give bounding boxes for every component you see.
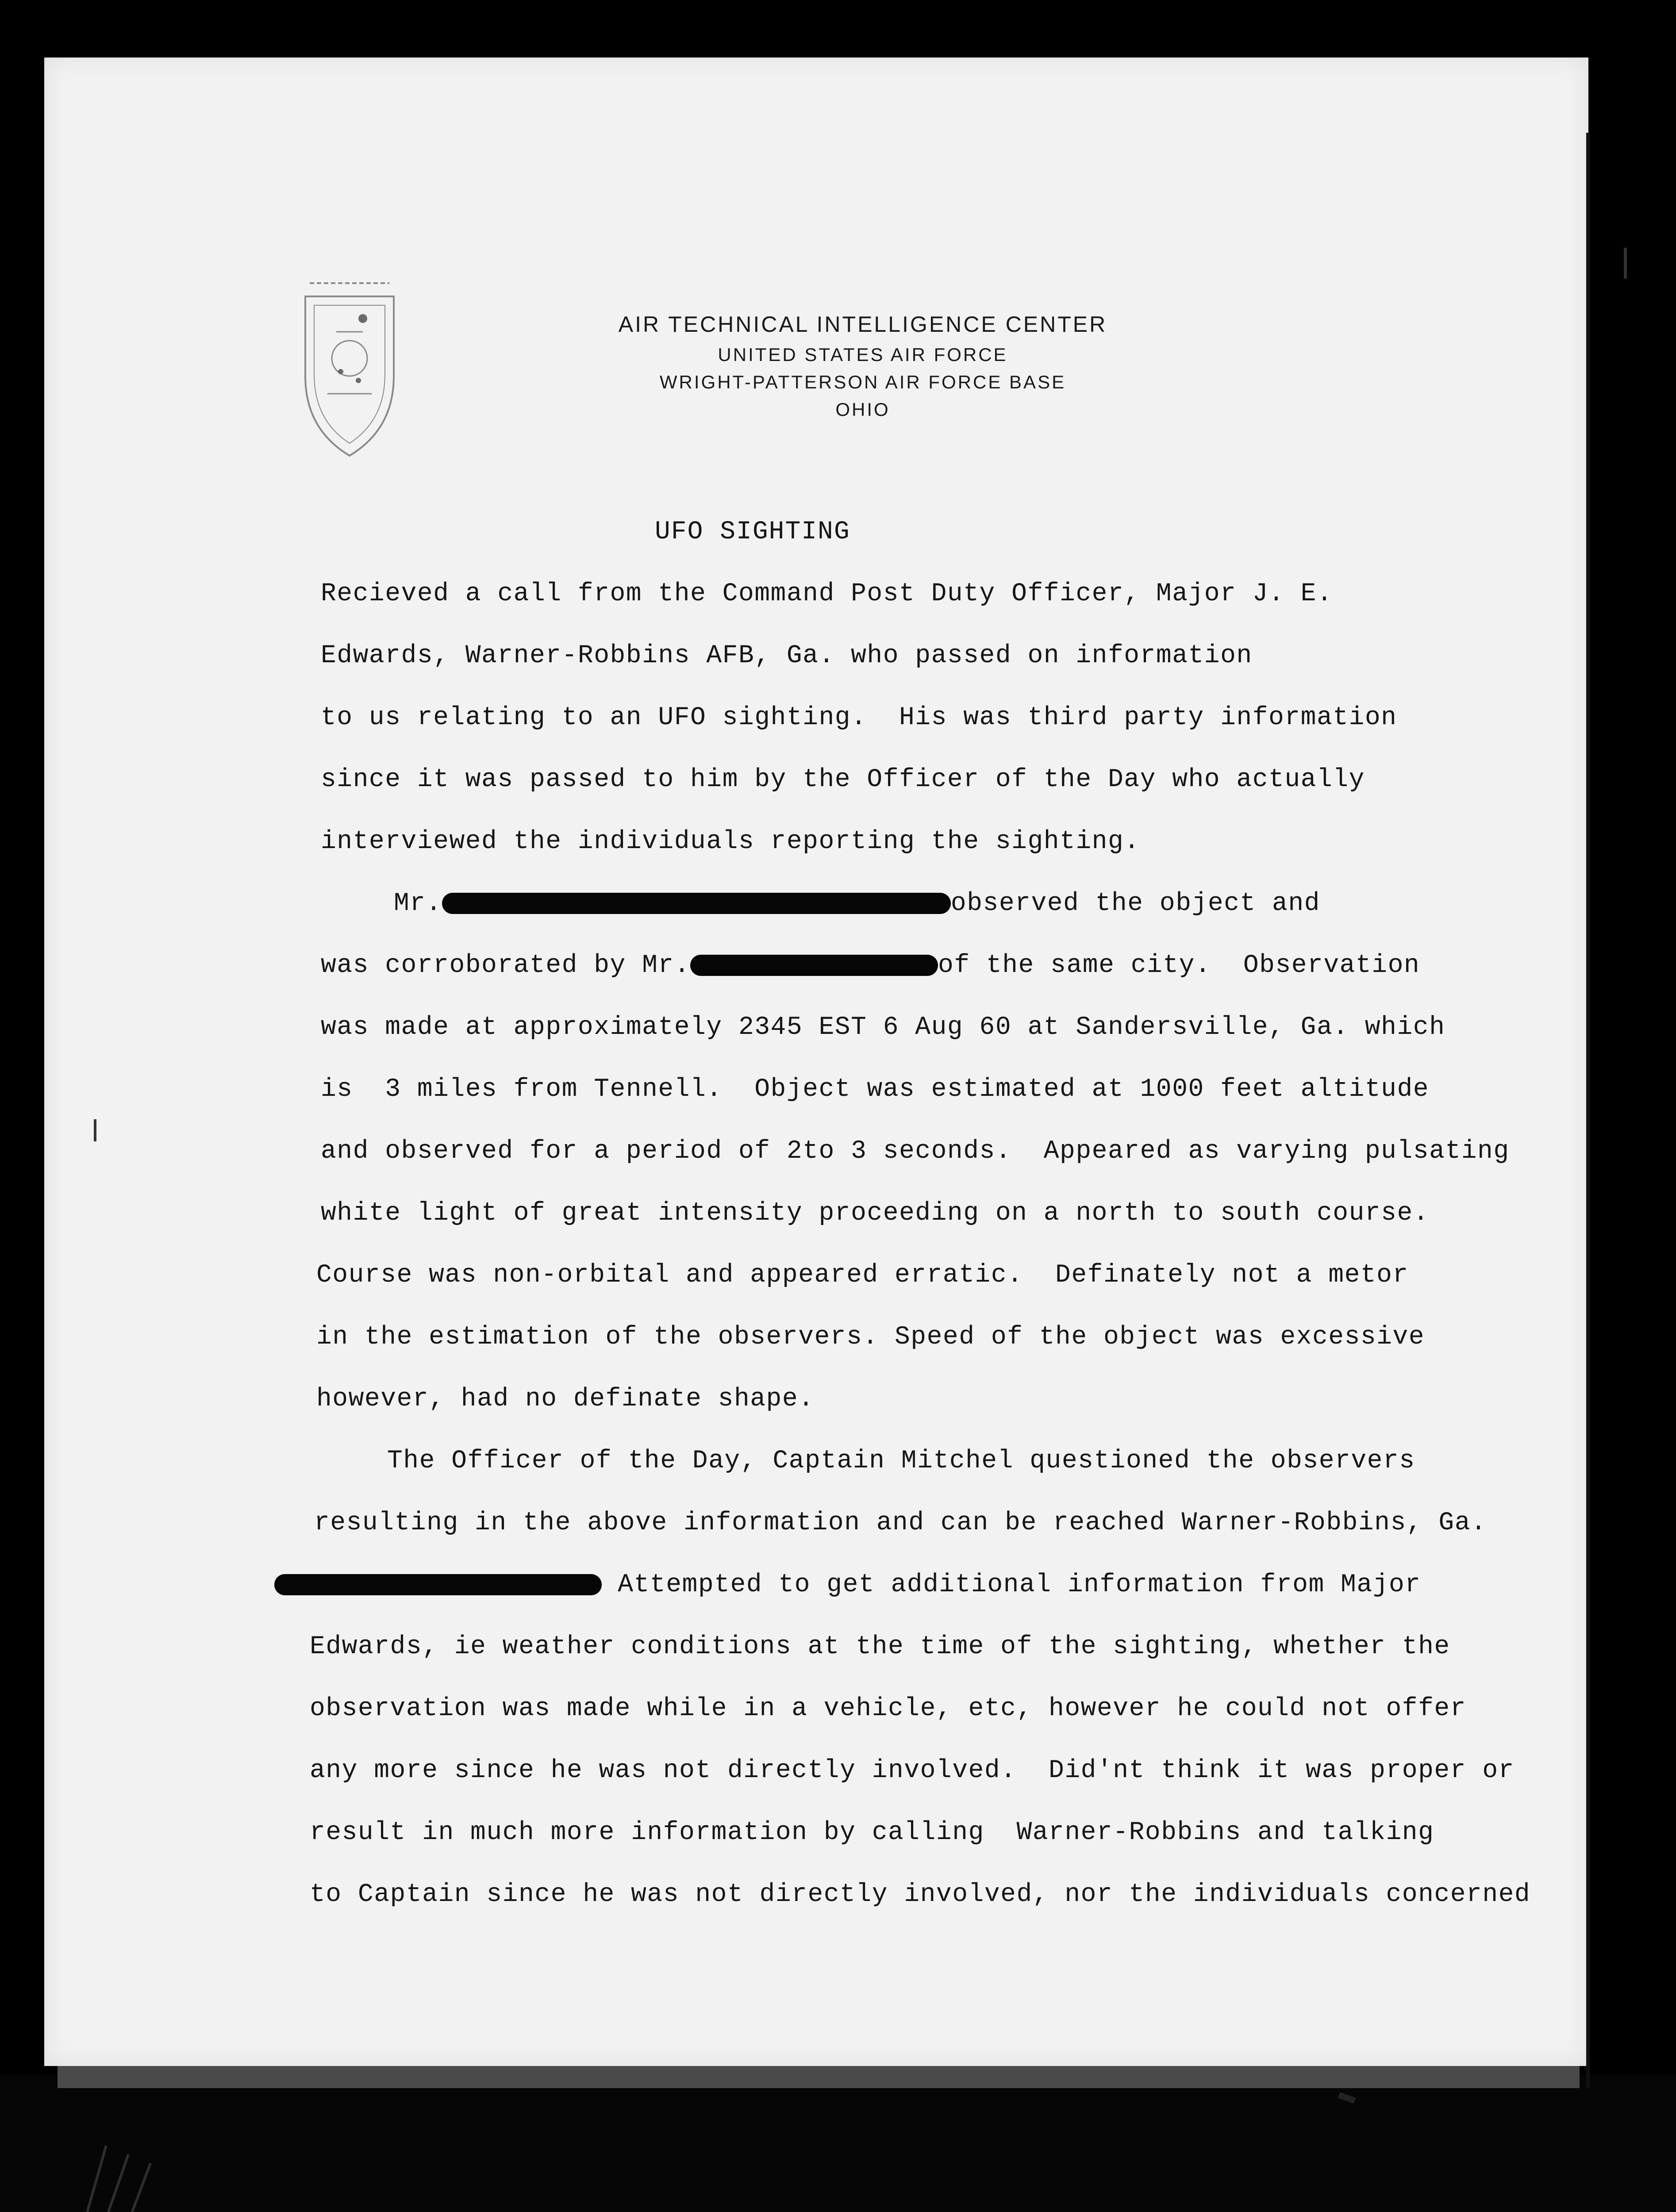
body-line: any more since he was not directly involved. Did'nt think it was proper or xyxy=(310,1756,1515,1785)
document-page xyxy=(44,58,1588,2066)
body-text-fragment: was corroborated by Mr. xyxy=(321,951,691,980)
body-line: Course was non-orbital and appeared erratic. Definately not a metor xyxy=(316,1261,1409,1290)
body-line: Recieved a call from the Command Post Duty Officer, Major J. E. xyxy=(321,580,1333,608)
body-line: and observed for a period of 2to 3 seconds. Appeared as varying pulsating xyxy=(321,1137,1510,1166)
letterhead-org: AIR TECHNICAL INTELLIGENCE CENTER xyxy=(618,312,1107,337)
body-line: is 3 miles from Tennell. Object was estimated at 1000 feet altitude xyxy=(321,1075,1430,1104)
margin-mark xyxy=(1624,248,1627,279)
body-text-fragment: Mr. xyxy=(394,889,442,918)
redaction-bar xyxy=(274,1574,602,1595)
body-line: white light of great intensity proceeding on a north to south course. xyxy=(321,1199,1430,1228)
letterhead-base: WRIGHT-PATTERSON AIR FORCE BASE xyxy=(659,372,1066,392)
body-line: result in much more information by calling Warner-Robbins and talking xyxy=(310,1818,1434,1847)
body-line xyxy=(274,1571,1421,1599)
body-line: Edwards, ie weather conditions at the time of the sighting, whether the xyxy=(310,1632,1450,1661)
body-line: however, had no definate shape. xyxy=(316,1385,815,1413)
body-line: The Officer of the Day, Captain Mitchel questioned the observers xyxy=(387,1447,1415,1475)
body-text-fragment: observed the object and xyxy=(950,889,1320,918)
body-line xyxy=(394,889,1320,918)
air-technical-intelligence-center-seal-icon xyxy=(257,270,442,500)
body-text-fragment: Attempted to get additional information from Major xyxy=(602,1571,1421,1599)
body-line: observation was made while in a vehicle, etc, however he could not offer xyxy=(310,1694,1467,1723)
body-text-fragment: of the same city. Observation xyxy=(938,951,1420,980)
film-smudge xyxy=(53,2137,177,2212)
document-title: UFO SIGHTING xyxy=(655,518,850,546)
margin-mark xyxy=(94,1119,96,1141)
letterhead xyxy=(597,307,1128,423)
body-line xyxy=(321,951,1420,980)
letterhead-state: OHIO xyxy=(835,399,890,420)
body-line: to us relating to an UFO sighting. His was third party information xyxy=(321,703,1397,732)
backing-board xyxy=(0,2075,1676,2212)
body-line: in the estimation of the observers. Speed of the object was excessive xyxy=(316,1323,1425,1352)
body-line: since it was passed to him by the Officer of the Day who actually xyxy=(321,765,1365,794)
body-line: was made at approximately 2345 EST 6 Aug 60 at Sandersville, Ga. which xyxy=(321,1013,1445,1042)
redaction-bar xyxy=(442,893,951,914)
body-line: to Captain since he was not directly involved, nor the individuals concerned xyxy=(310,1880,1531,1909)
right-margin-rule xyxy=(1586,133,1590,2088)
body-line: interviewed the individuals reporting the sighting. xyxy=(321,827,1140,856)
letterhead-service: UNITED STATES AIR FORCE xyxy=(718,344,1008,365)
redaction-bar xyxy=(690,955,938,976)
body-line: resulting in the above information and can be reached Warner-Robbins, Ga. xyxy=(314,1509,1487,1537)
body-line: Edwards, Warner-Robbins AFB, Ga. who passed on information xyxy=(321,641,1253,670)
